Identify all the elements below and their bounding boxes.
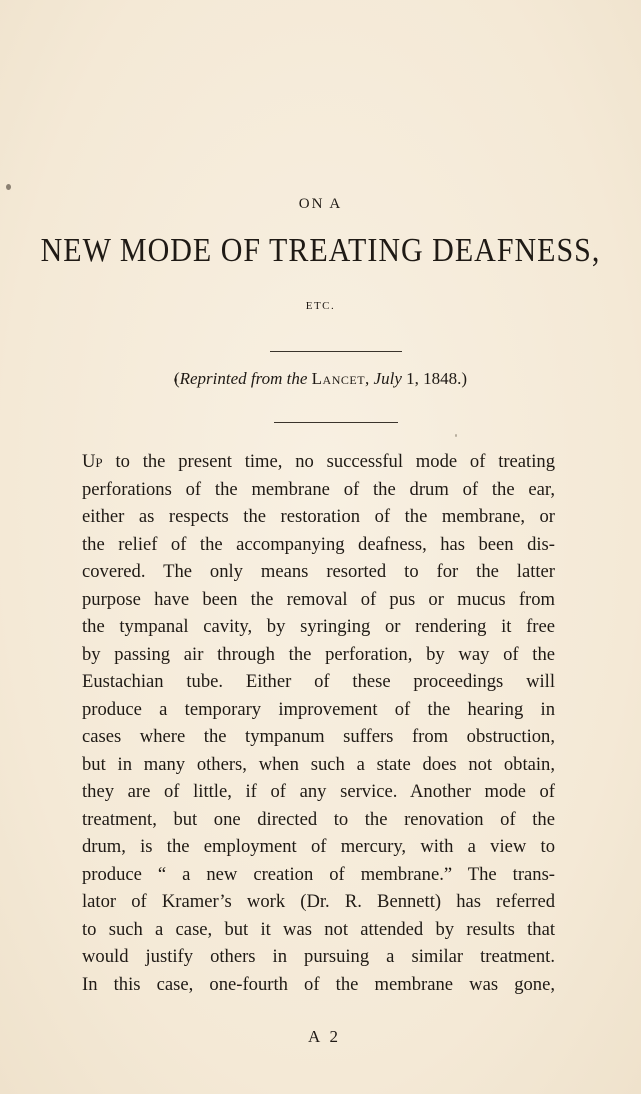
paper-speck: [455, 434, 457, 437]
reprint-note: [0, 369, 641, 389]
reprint-date: 1, 1848.): [406, 369, 468, 388]
text-line: drum, is the employment of mercury, with a view to: [82, 836, 555, 857]
text-line: treatment, but one directed to the renovation of the: [82, 808, 555, 830]
signature-mark: A 2: [307, 1027, 342, 1046]
text-line: Up to the present time, no successful mode of treating: [82, 451, 555, 472]
reprint-month: July: [373, 369, 407, 388]
reprint-italic-text: Reprinted from the: [179, 369, 312, 388]
divider-rule-bottom: [274, 422, 398, 423]
first-word: Up: [82, 451, 103, 472]
text-line: to such a case, but it was not attended by results that: [82, 918, 555, 940]
text-line: Eustachian tube. Either of these proceedings will: [82, 671, 555, 692]
text-line: produce a temporary improvement of the hearing in: [82, 698, 555, 720]
text-line: by passing air through the perforation, by way of the: [82, 643, 555, 665]
text-line: produce “ a new creation of membrane.” The trans-: [82, 863, 555, 885]
text-line: purpose have been the removal of pus or mucus from: [82, 588, 555, 610]
text-line: lator of Kramer’s work (Dr. R. Bennett) has referred: [82, 891, 555, 912]
paper-speck: [6, 184, 11, 190]
text-line: the tympanal cavity, by syringing or rendering it free: [82, 616, 555, 637]
divider-rule-top: [270, 351, 402, 352]
text-line: cases where the tympanum suffers from obstruction,: [82, 726, 555, 747]
text-line: they are of little, if of any service. Another mode of: [82, 781, 555, 802]
text-line: but in many others, when such a state does not obtain,: [82, 753, 555, 775]
text-line: either as respects the restoration of the membrane, or: [82, 506, 555, 527]
reprint-open-paren: (: [173, 369, 180, 388]
reprint-separator: ,: [365, 369, 374, 388]
reprint-source: Lancet: [311, 369, 366, 388]
text-line: would justify others in pursuing a similar treatment.: [82, 946, 555, 967]
body-paragraph: [82, 448, 555, 998]
text-line: perforations of the membrane of the drum of the ear,: [82, 478, 555, 500]
heading-etc: ETC.: [305, 300, 336, 312]
heading-on-a: ON A: [298, 196, 343, 212]
text-line: covered. The only means resorted to for the latter: [82, 561, 555, 582]
text-line: the relief of the accompanying deafness, has been dis-: [82, 533, 555, 555]
text-line: In this case, one-fourth of the membrane was gone,: [82, 973, 555, 995]
page-title: NEW MODE OF TREATING DEAFNESS,: [40, 232, 601, 269]
